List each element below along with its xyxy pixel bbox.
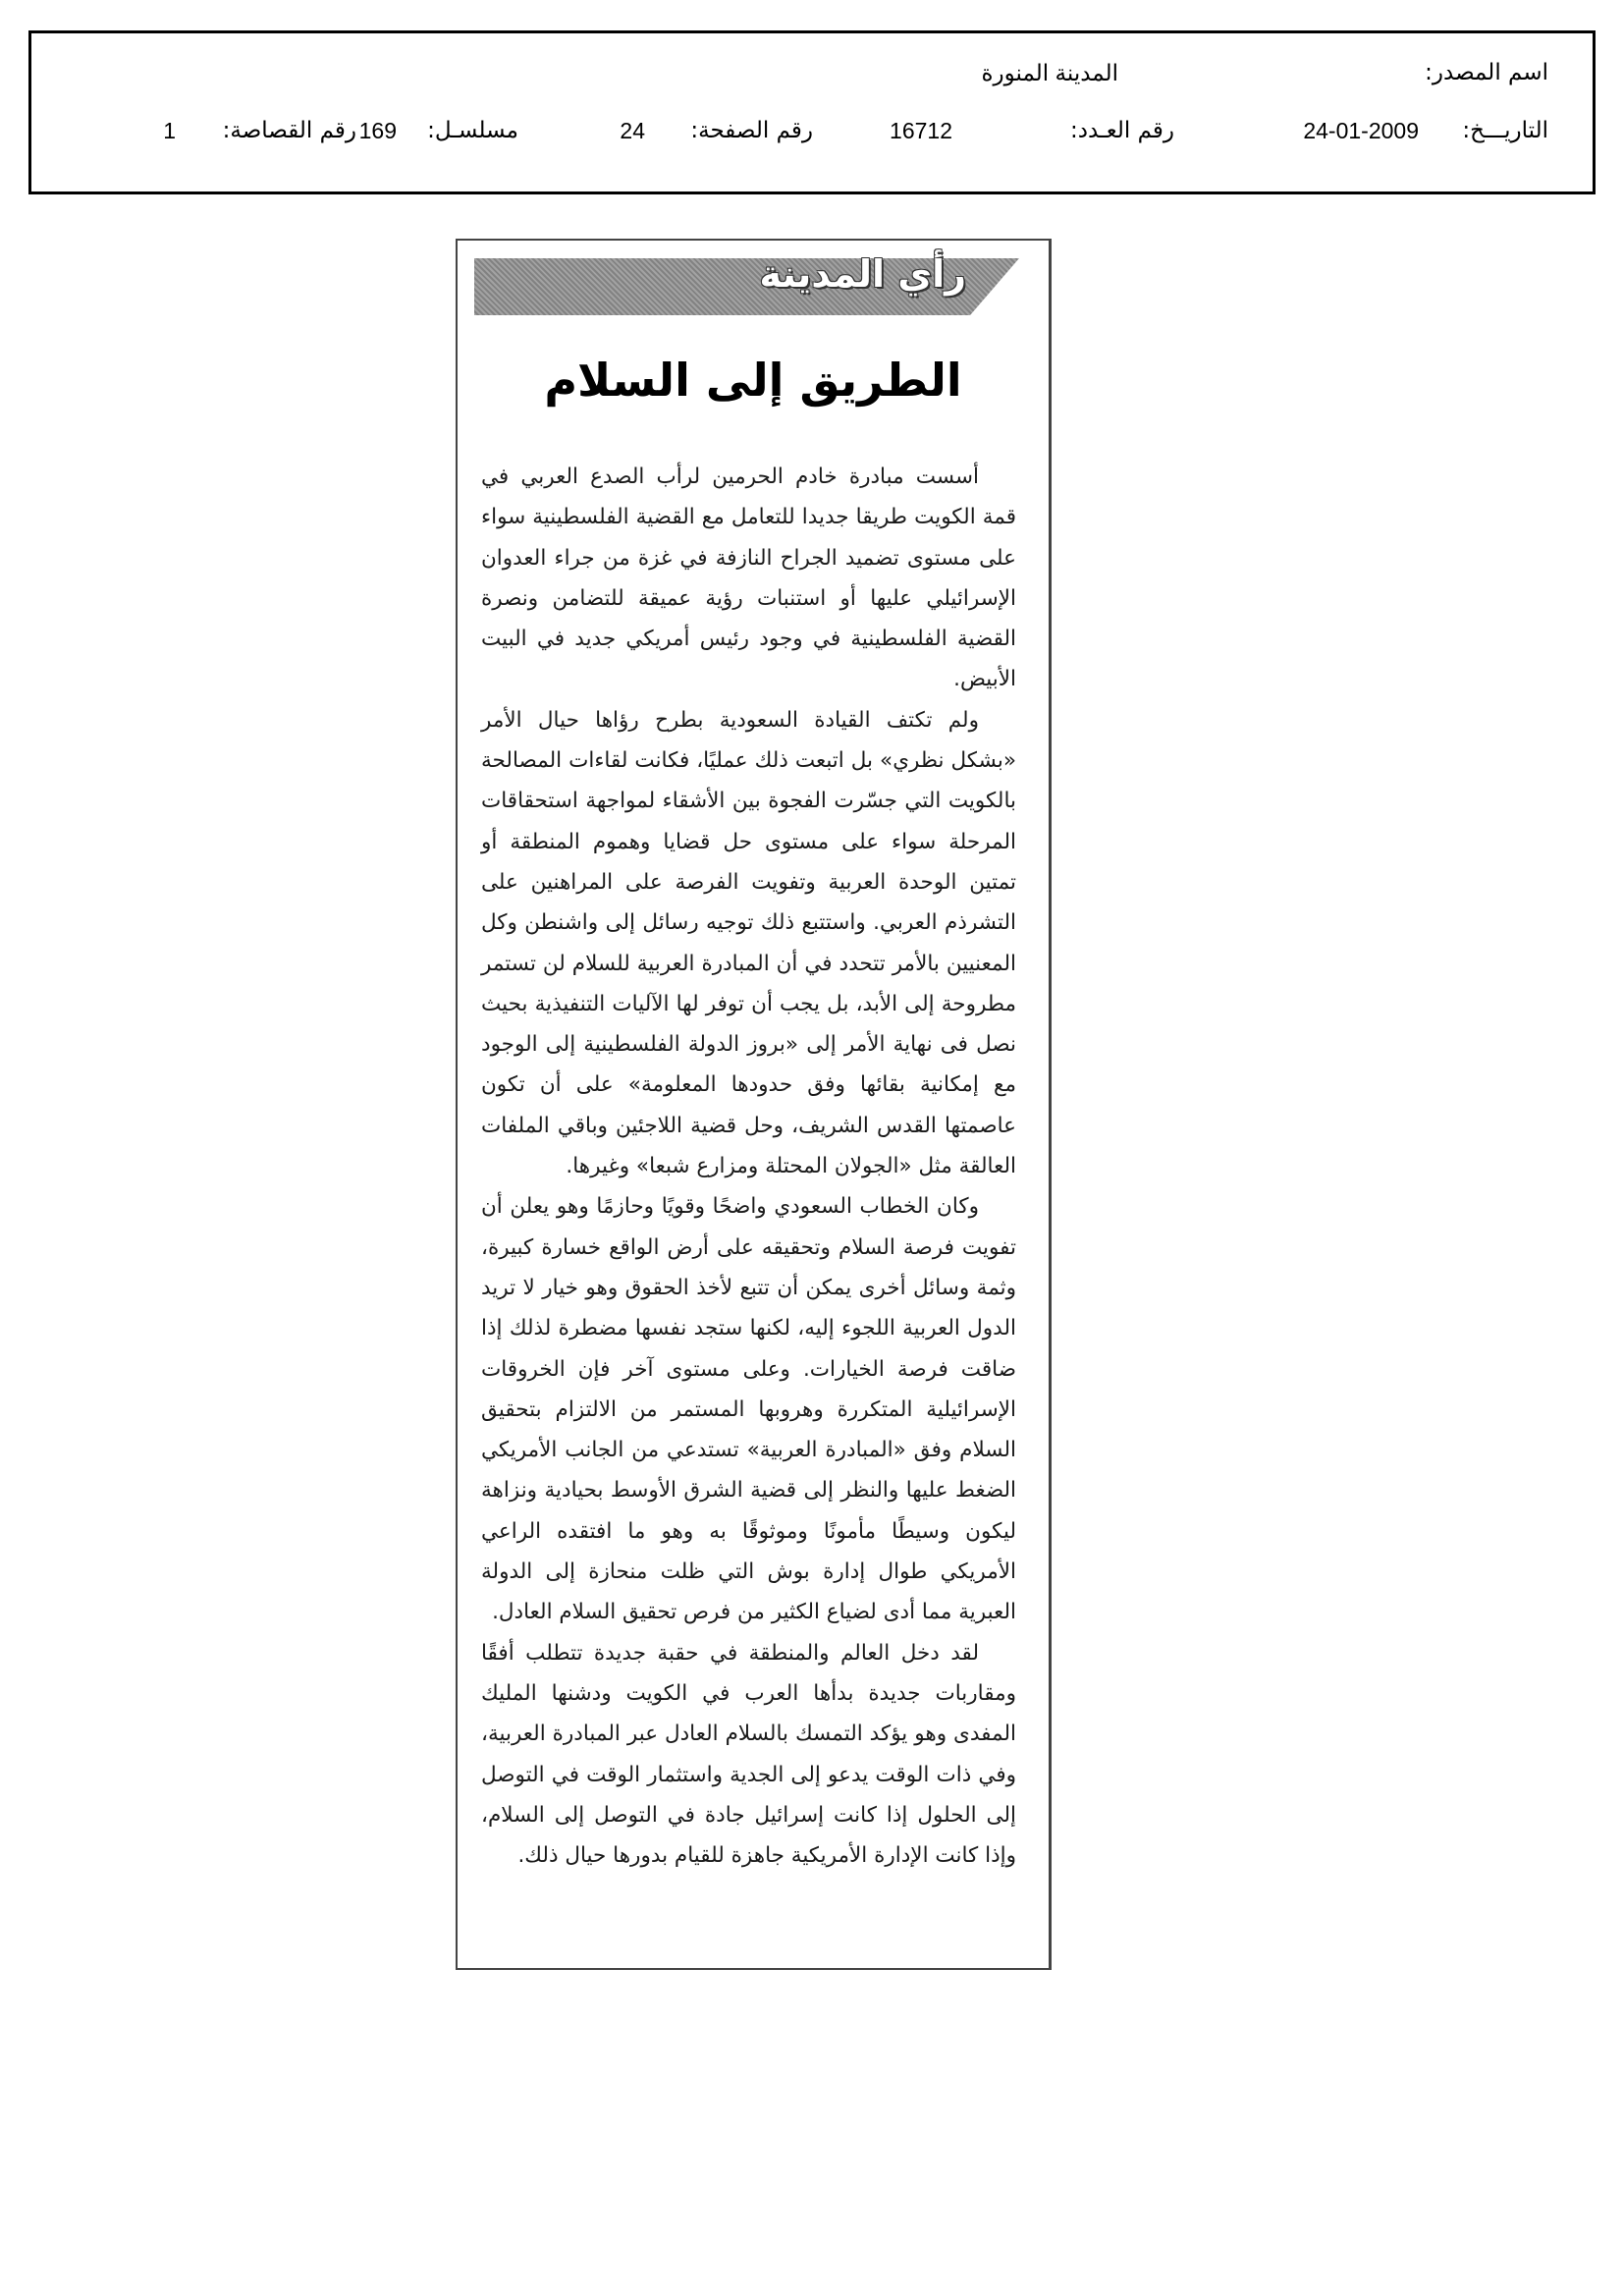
article-headline: الطريق إلى السلام <box>544 354 962 407</box>
date-label: التاريـــخ: <box>1462 118 1548 143</box>
article-paragraph: ولم تكتف القيادة السعودية بطرح رؤاها حيال الأمر «بشكل نظري» بل اتبعت ذلك عمليًا، فكانت لقاءات المصالحة بالكويت التي جسّرت الفجوة بين الأشقاء لمواجهة استحقاقات المرحلة سواء على مستوى حل قضايا وهموم المنطقة أو تمتين الوحدة العربية وتفويت الفرصة على المراهنين على التشرذم العربي. واستتبع ذلك توجيه رسائل إلى واشنطن وكل المعنيين بالأمر تتحدد في أن المبادرة العربية للسلام لن تستمر مطروحة إلى الأبد، بل يجب أن توفر لها الآليات التنفيذية بحيث نصل فى نهاية الأمر إلى «بروز الدولة الفلسطينية إلى الوجود مع إمكانية بقائها وفق حدودها المعلومة» على أن تكون عاصمتها القدس الشريف، وحل قضية اللاجئين وباقي الملفات العالقة مثل «الجولان المحتلة ومزارع شبعا» وغيرها. <box>481 707 1016 1179</box>
source-label: اسم المصدر: <box>1425 60 1548 85</box>
article-paragraph: لقد دخل العالم والمنطقة في حقبة جديدة تتطلب أفقًا ومقاربات جديدة بدأها العرب في الكويت ودشنها المليك المفدى وهو يؤكد التمسك بالسلام العادل عبر المبادرة العربية، وفي ذات الوقت يدعو إلى الجدية واستثمار الوقت في التوصل إلى الحلول إذا كانت إسرائيل جادة في التوصل إلى السلام، وإذا كانت الإدارة الأمريكية جاهزة للقيام بدورها حيال ذلك. <box>481 1640 1016 1869</box>
page-number-label: رقم الصفحة: <box>690 118 813 143</box>
article-body <box>481 457 1016 1876</box>
section-title: رأي المدينة <box>759 252 966 296</box>
source-value: المدينة المنورة <box>981 60 1118 85</box>
clip-number-label: رقم القصاصة: <box>222 118 356 143</box>
page-number-value: 24 <box>620 118 645 143</box>
issue-number-label: رقم العـدد: <box>1069 118 1174 143</box>
date-value: 24-01-2009 <box>1303 118 1419 143</box>
article-paragraph: أسست مبادرة خادم الحرمين لرأب الصدع العربي في قمة الكويت طريقا جديدا للتعامل مع القضية الفلسطينية سواء على مستوى تضميد الجراح النازفة في غزة من جراء العدوان الإسرائيلي عليها أو استنبات رؤية عميقة للتضامن ونصرة القضية الفلسطينية في وجود رئيس أمريكي جديد في البيت الأبيض. <box>481 465 1016 692</box>
article-clipping <box>456 239 1052 1970</box>
issue-number-value: 16712 <box>890 118 952 143</box>
clipping-info-box <box>28 30 1596 194</box>
article-paragraph: وكان الخطاب السعودي واضحًا وقويًا وحازمًا وهو يعلن أن تفويت فرصة السلام وتحقيقه على أرض الواقع خسارة كبيرة، وثمة وسائل أخرى يمكن أن تتبع لأخذ الحقوق وهو خيار لا تريد الدول العربية اللجوء إليه، لكنها ستجد نفسها مضطرة لذلك إذا ضاقت فرصة الخيارات. وعلى مستوى آخر فإن الخروقات الإسرائيلية المتكررة وهروبها المستمر من الالتزام بتحقيق السلام وفق «المبادرة العربية» تستدعي من الجانب الأمريكي الضغط عليها والنظر إلى قضية الشرق الأوسط بحيادية ونزاهة ليكون وسيطًا مأمونًا وموثوقًا به وهو ما افتقده الراعي الأمريكي طوال إدارة بوش التي ظلت منحازة إلى الدولة العبرية مما أدى لضياع الكثير من فرص تحقيق السلام العادل. <box>481 1194 1016 1625</box>
serial-value: 169 <box>358 118 397 143</box>
serial-label: مسلسـل: <box>427 118 518 143</box>
clip-number-value: 1 <box>163 118 176 143</box>
